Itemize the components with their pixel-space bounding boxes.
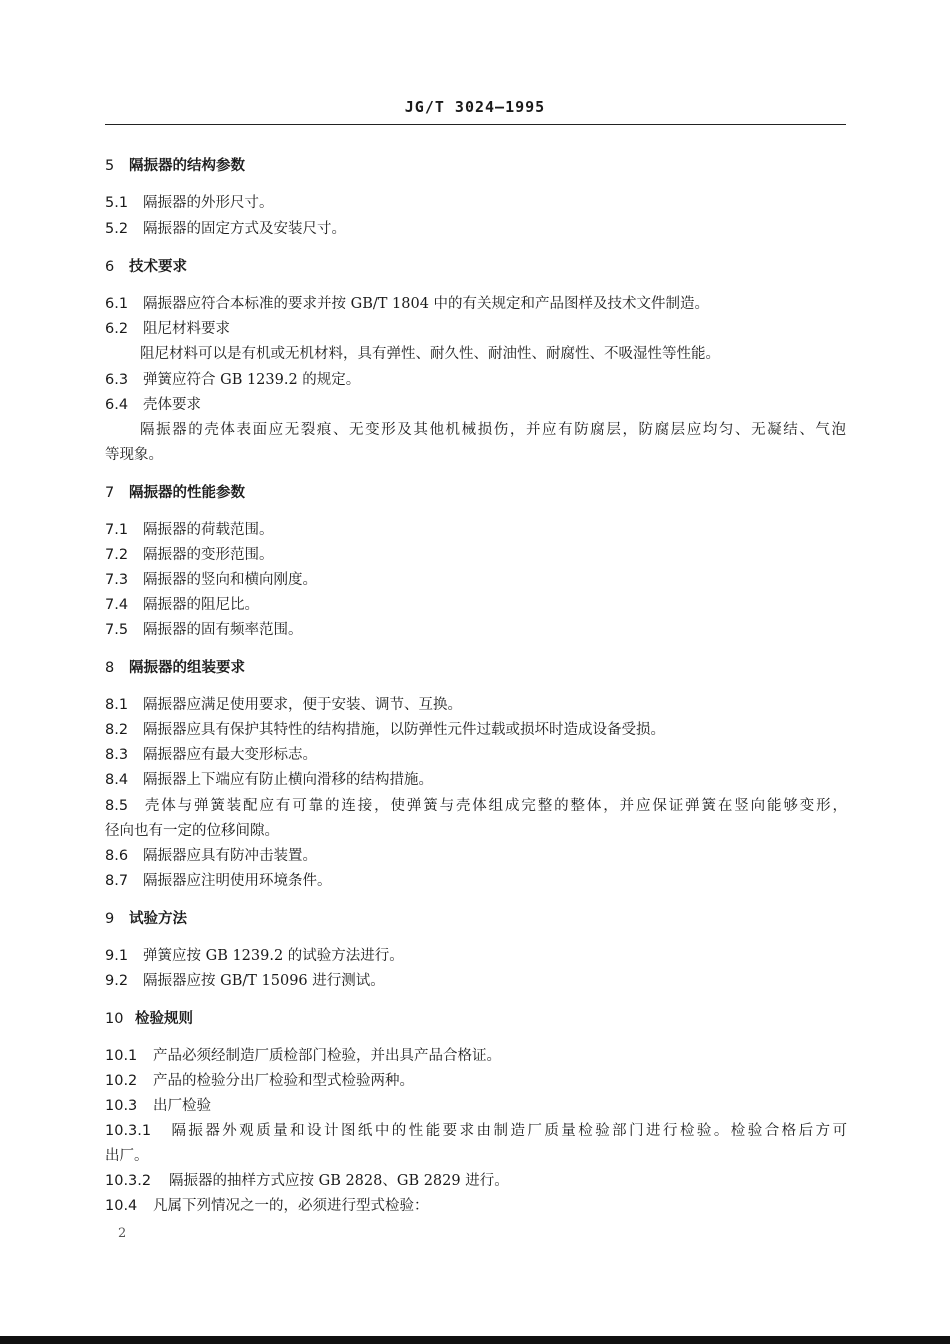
clause [105, 770, 850, 790]
clause-number: 7.3 [105, 572, 129, 588]
clause-number: 9.1 [105, 948, 129, 964]
clause-text: 隔振器的阻尼比。 [143, 597, 259, 613]
clause-number: 5.1 [105, 195, 129, 211]
clause [105, 595, 850, 615]
clause-text: 隔振器应满足使用要求，便于安装、调节、互换。 [143, 697, 462, 713]
clause-text: 隔振器应具有防冲击装置。 [143, 848, 317, 864]
clause [105, 1196, 850, 1216]
clause-paragraph [140, 420, 846, 440]
clause [105, 971, 850, 991]
clause-text: 隔振器的竖向和横向刚度。 [143, 572, 317, 588]
section-number: 6 [105, 259, 115, 275]
clause-number: 10.1 [105, 1048, 138, 1064]
clause [105, 946, 850, 966]
header-rule [105, 124, 846, 125]
clause-text: 凡属下列情况之一的，必须进行型式检验： [153, 1198, 429, 1214]
section-heading [105, 483, 850, 503]
clause [105, 193, 850, 213]
clause [105, 871, 850, 891]
section-number: 8 [105, 660, 115, 676]
section-title: 试验方法 [129, 911, 187, 927]
clause-text: 弹簧应按 GB 1239.2 的试验方法进行。 [143, 948, 404, 964]
clause-number: 10.3.1 [105, 1123, 152, 1139]
clause [105, 319, 850, 339]
clause-number: 7.2 [105, 547, 129, 563]
section-number: 5 [105, 158, 115, 174]
clause [105, 620, 850, 640]
clause-text: 隔振器应有最大变形标志。 [143, 747, 317, 763]
section-heading [105, 257, 850, 277]
section-title: 技术要求 [129, 259, 187, 275]
clause-paragraph-continued: 出厂。 [105, 1148, 149, 1164]
paragraph-line [105, 796, 847, 816]
clause-number: 8.4 [105, 772, 129, 788]
clause-text: 隔振器的固定方式及安装尺寸。 [143, 221, 346, 237]
clause-text: 隔振器上下端应有防止横向滑移的结构措施。 [143, 772, 433, 788]
section-title: 隔振器的性能参数 [129, 485, 245, 501]
clause [105, 1071, 850, 1091]
paragraph-line: 隔振器的壳体表面应无裂痕、无变形及其他机械损伤，并应有防腐层，防腐层应均匀、无凝结、气泡 [140, 422, 846, 438]
clause-number: 7.4 [105, 597, 129, 613]
clause-text: 产品必须经制造厂质检部门检验，并出具产品合格证。 [153, 1048, 501, 1064]
clause [105, 570, 850, 590]
clause-number: 8.7 [105, 873, 129, 889]
clause [105, 745, 850, 765]
clause [105, 1046, 850, 1066]
clause-text: 隔振器应符合本标准的要求并按 GB/T 1804 中的有关规定和产品图样及技术文件制造。 [143, 296, 710, 312]
clause-number: 10.3 [105, 1098, 138, 1114]
clause-number: 6.1 [105, 296, 129, 312]
clause [105, 695, 850, 715]
clause [105, 846, 850, 866]
clause [105, 395, 850, 415]
clause-paragraph-continued: 径向也有一定的位移间隙。 [105, 823, 279, 839]
clause [105, 520, 850, 540]
section-number: 7 [105, 485, 115, 501]
clause-text: 隔振器的抽样方式应按 GB 2828、GB 2829 进行。 [169, 1173, 509, 1189]
clause-number: 8.2 [105, 722, 129, 738]
section-title: 隔振器的组装要求 [129, 660, 245, 676]
clause-number: 7.5 [105, 622, 129, 638]
section-title: 隔振器的结构参数 [129, 158, 245, 174]
clause-text: 隔振器的固有频率范围。 [143, 622, 303, 638]
clause-text: 壳体与弹簧装配应有可靠的连接，使弹簧与壳体组成完整的整体，并应保证弹簧在竖向能够变形， [143, 798, 847, 814]
page-number: 2 [118, 1226, 127, 1241]
clause-number: 6.4 [105, 397, 129, 413]
clause-text: 出厂检验 [153, 1098, 211, 1114]
clause [105, 294, 850, 314]
clause-number: 9.2 [105, 973, 129, 989]
clause-number: 10.2 [105, 1073, 138, 1089]
clause [105, 1121, 847, 1141]
clause-number: 7.1 [105, 522, 129, 538]
clause-number: 6.2 [105, 321, 129, 337]
standard-code-header: JG/T 3024—1995 [404, 98, 546, 116]
clause-text: 隔振器外观质量和设计图纸中的性能要求由制造厂质量检验部门进行检验。检验合格后方可 [169, 1123, 847, 1139]
clause-text: 壳体要求 [143, 397, 201, 413]
section-number: 9 [105, 911, 115, 927]
clause [105, 796, 847, 816]
clause-number: 6.3 [105, 372, 129, 388]
clause-number: 10.3.2 [105, 1173, 152, 1189]
clause [105, 1096, 850, 1116]
clause [105, 545, 850, 565]
clause [105, 370, 850, 390]
section-heading [105, 909, 850, 929]
clause-paragraph-continued: 等现象。 [105, 447, 163, 463]
section-heading [105, 156, 850, 176]
clause-number: 10.4 [105, 1198, 138, 1214]
clause-number: 5.2 [105, 221, 129, 237]
clause-text: 隔振器的变形范围。 [143, 547, 274, 563]
clause-number: 8.5 [105, 798, 129, 814]
clause-text: 产品的检验分出厂检验和型式检验两种。 [153, 1073, 414, 1089]
section-number: 10 [105, 1011, 124, 1027]
clause-number: 8.6 [105, 848, 129, 864]
clause [105, 1171, 850, 1191]
clause-text: 隔振器应注明使用环境条件。 [143, 873, 332, 889]
clause [105, 720, 850, 740]
clause-paragraph: 阻尼材料可以是有机或无机材料，具有弹性、耐久性、耐油性、耐腐性、不吸湿性等性能。 [140, 346, 720, 362]
section-heading [105, 1009, 850, 1029]
section-title: 检验规则 [135, 1011, 193, 1027]
clause-number: 8.3 [105, 747, 129, 763]
clause-text: 弹簧应符合 GB 1239.2 的规定。 [143, 372, 361, 388]
clause-text: 阻尼材料要求 [143, 321, 230, 337]
clause-text: 隔振器应具有保护其特性的结构措施，以防弹性元件过载或损坏时造成设备受损。 [143, 722, 665, 738]
paragraph-line [105, 1121, 847, 1141]
clause-text: 隔振器的外形尺寸。 [143, 195, 274, 211]
clause-number: 8.1 [105, 697, 129, 713]
scan-edge-bar [0, 1336, 950, 1344]
clause [105, 219, 850, 239]
clause-text: 隔振器应按 GB/T 15096 进行测试。 [143, 973, 385, 989]
clause-text: 隔振器的荷载范围。 [143, 522, 274, 538]
section-heading [105, 658, 850, 678]
